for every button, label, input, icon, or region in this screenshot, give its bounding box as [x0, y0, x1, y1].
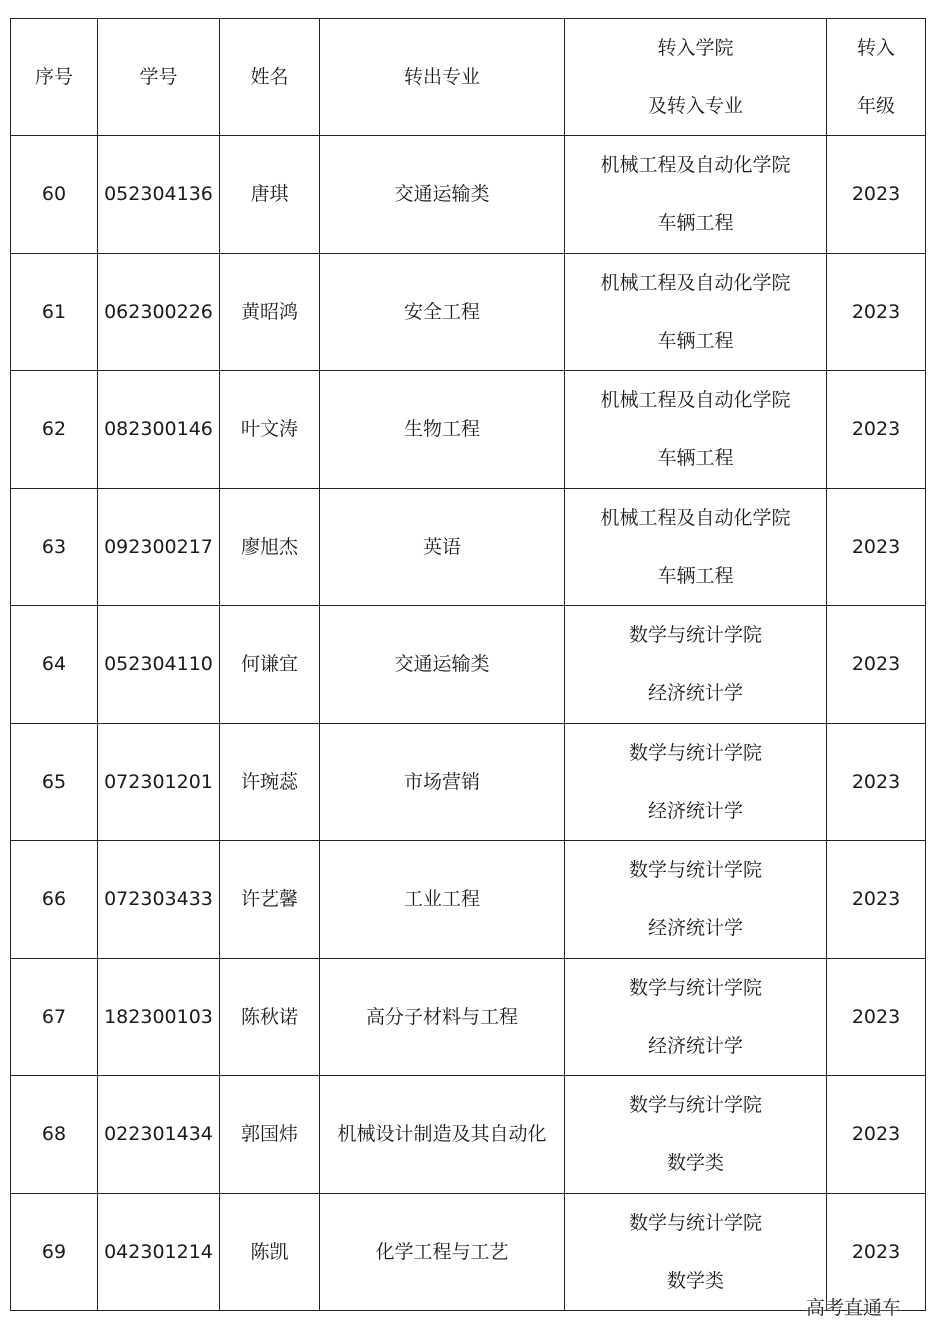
header-student-id: 学号 [98, 19, 220, 136]
cell-year: 2023 [827, 136, 926, 254]
cell-to-college-major [565, 488, 827, 606]
header-to-college-line1: 转入学院 [657, 37, 734, 59]
cell-from-major: 交通运输类 [320, 606, 565, 724]
cell-to-college-major [565, 1076, 827, 1194]
cell-year: 2023 [827, 1076, 926, 1194]
cell-name: 许琬蕊 [220, 723, 320, 841]
cell-year: 2023 [827, 253, 926, 371]
header-to-college-line2: 及转入专业 [647, 95, 743, 117]
header-year-line1: 转入 [856, 37, 895, 59]
table-body [11, 136, 926, 1311]
cell-to-college: 数学与统计学院 [628, 976, 762, 999]
cell-from-major: 化学工程与工艺 [320, 1193, 565, 1311]
watermark-text: 高考直通车 [806, 1297, 902, 1319]
cell-name: 许艺馨 [220, 841, 320, 959]
cell-year: 2023 [827, 958, 926, 1076]
cell-name: 叶文涛 [220, 371, 320, 489]
header-name: 姓名 [220, 19, 320, 136]
cell-to-college-major [565, 371, 827, 489]
cell-student-id: 082300146 [98, 371, 220, 489]
cell-to-college: 机械工程及自动化学院 [600, 154, 791, 177]
cell-seq: 60 [11, 136, 98, 254]
cell-to-major: 车辆工程 [657, 447, 734, 470]
table-row [11, 371, 926, 489]
cell-from-major: 生物工程 [320, 371, 565, 489]
cell-to-college: 机械工程及自动化学院 [600, 271, 791, 294]
cell-year: 2023 [827, 606, 926, 724]
cell-name: 何谦宜 [220, 606, 320, 724]
cell-student-id: 092300217 [98, 488, 220, 606]
cell-student-id: 072301201 [98, 723, 220, 841]
cell-seq: 65 [11, 723, 98, 841]
cell-student-id: 182300103 [98, 958, 220, 1076]
cell-to-college: 机械工程及自动化学院 [600, 389, 791, 412]
header-year-line2: 年级 [856, 95, 895, 117]
cell-to-major: 车辆工程 [657, 212, 734, 235]
cell-year: 2023 [827, 841, 926, 959]
cell-name: 唐琪 [220, 136, 320, 254]
cell-to-major: 数学类 [666, 1152, 724, 1175]
table-header-row [11, 19, 926, 136]
cell-student-id: 022301434 [98, 1076, 220, 1194]
table-row [11, 488, 926, 606]
cell-seq: 67 [11, 958, 98, 1076]
cell-seq: 69 [11, 1193, 98, 1311]
cell-to-college-major [565, 1193, 827, 1311]
cell-to-college: 数学与统计学院 [628, 1211, 762, 1234]
cell-student-id: 052304136 [98, 136, 220, 254]
cell-from-major: 市场营销 [320, 723, 565, 841]
cell-to-major: 车辆工程 [657, 329, 734, 352]
cell-student-id: 072303433 [98, 841, 220, 959]
cell-year: 2023 [827, 371, 926, 489]
cell-student-id: 062300226 [98, 253, 220, 371]
cell-to-college: 数学与统计学院 [628, 741, 762, 764]
header-from-major: 转出专业 [320, 19, 565, 136]
cell-seq: 66 [11, 841, 98, 959]
table-row [11, 136, 926, 254]
cell-to-college: 数学与统计学院 [628, 859, 762, 882]
cell-name: 黄昭鸿 [220, 253, 320, 371]
cell-name: 郭国炜 [220, 1076, 320, 1194]
table-row [11, 958, 926, 1076]
cell-to-college-major [565, 136, 827, 254]
cell-to-college: 数学与统计学院 [628, 1094, 762, 1117]
table-row [11, 841, 926, 959]
cell-to-major: 经济统计学 [647, 682, 743, 705]
transfer-roster-table [10, 18, 926, 1311]
cell-seq: 64 [11, 606, 98, 724]
cell-seq: 62 [11, 371, 98, 489]
cell-name: 陈秋诺 [220, 958, 320, 1076]
cell-to-college: 数学与统计学院 [628, 624, 762, 647]
cell-seq: 63 [11, 488, 98, 606]
header-to-college [565, 19, 827, 136]
table-row [11, 606, 926, 724]
cell-to-college-major [565, 253, 827, 371]
table-row [11, 1193, 926, 1311]
cell-from-major: 交通运输类 [320, 136, 565, 254]
cell-seq: 61 [11, 253, 98, 371]
cell-from-major: 工业工程 [320, 841, 565, 959]
cell-to-major: 经济统计学 [647, 799, 743, 822]
cell-to-college: 机械工程及自动化学院 [600, 506, 791, 529]
cell-student-id: 052304110 [98, 606, 220, 724]
cell-student-id: 042301214 [98, 1193, 220, 1311]
table-row [11, 723, 926, 841]
cell-to-major: 车辆工程 [657, 564, 734, 587]
cell-year: 2023 [827, 488, 926, 606]
table-row [11, 253, 926, 371]
cell-to-college-major [565, 958, 827, 1076]
cell-to-college-major [565, 841, 827, 959]
cell-from-major: 机械设计制造及其自动化 [320, 1076, 565, 1194]
cell-from-major: 安全工程 [320, 253, 565, 371]
table-row [11, 1076, 926, 1194]
cell-to-college-major [565, 606, 827, 724]
header-year [827, 19, 926, 136]
cell-seq: 68 [11, 1076, 98, 1194]
cell-from-major: 高分子材料与工程 [320, 958, 565, 1076]
cell-name: 廖旭杰 [220, 488, 320, 606]
cell-to-major: 经济统计学 [647, 1034, 743, 1057]
cell-year: 2023 [827, 1193, 926, 1311]
cell-to-major: 数学类 [666, 1269, 724, 1292]
cell-name: 陈凯 [220, 1193, 320, 1311]
cell-from-major: 英语 [320, 488, 565, 606]
cell-to-college-major [565, 723, 827, 841]
cell-to-major: 经济统计学 [647, 917, 743, 940]
header-seq: 序号 [11, 19, 98, 136]
cell-year: 2023 [827, 723, 926, 841]
